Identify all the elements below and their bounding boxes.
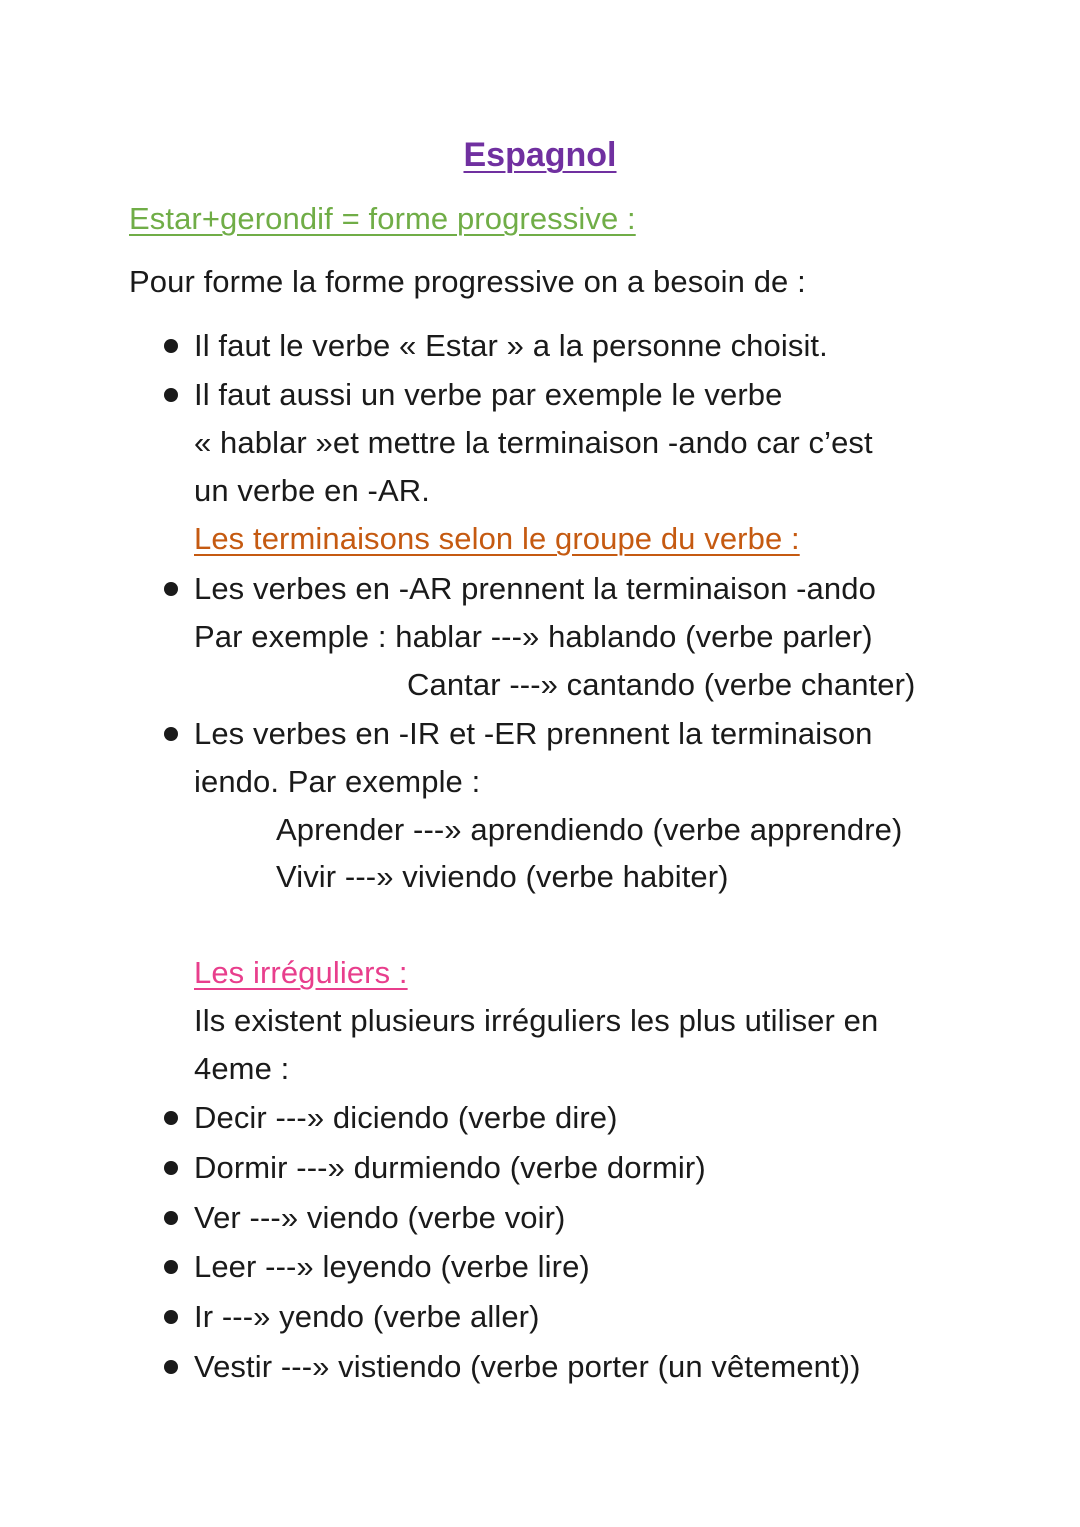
section-heading-forme-progressive: Estar+gerondif = forme progressive : xyxy=(129,201,636,236)
page-title: Espagnol xyxy=(463,136,617,174)
list-item: Dormir ---» durmiendo (verbe dormir) xyxy=(194,1150,706,1185)
bullet-icon xyxy=(164,1111,178,1125)
bullet-icon xyxy=(164,388,178,402)
section-intro-continuation: 4eme : xyxy=(194,1051,290,1086)
bullet-icon xyxy=(164,1360,178,1374)
list-item: Leer ---» leyendo (verbe lire) xyxy=(194,1249,590,1284)
list-item: Il faut le verbe « Estar » a la personne choisit. xyxy=(194,328,828,363)
list-item: Les verbes en -AR prennent la terminaison -ando xyxy=(194,571,876,606)
section-intro: Pour forme la forme progressive on a besoin de : xyxy=(129,264,806,299)
list-item: Decir ---» diciendo (verbe dire) xyxy=(194,1100,618,1135)
section-heading-terminaisons: Les terminaisons selon le groupe du verbe : xyxy=(194,521,800,556)
list-item-continuation: « hablar »et mettre la terminaison -ando car c’est xyxy=(194,425,873,460)
list-item-continuation: Par exemple : hablar ---» hablando (verbe parler) xyxy=(194,619,873,654)
bullet-icon xyxy=(164,1161,178,1175)
bullet-icon xyxy=(164,1211,178,1225)
bullet-icon xyxy=(164,727,178,741)
list-item-continuation: iendo. Par exemple : xyxy=(194,764,481,799)
list-item: Ver ---» viendo (verbe voir) xyxy=(194,1200,566,1235)
example-line: Vivir ---» viviendo (verbe habiter) xyxy=(276,859,729,894)
example-line: Aprender ---» aprendiendo (verbe apprendre) xyxy=(276,812,903,847)
section-heading-irreguliers: Les irréguliers : xyxy=(194,955,408,990)
list-item: Les verbes en -IR et -ER prennent la terminaison xyxy=(194,716,873,751)
list-item-continuation: un verbe en -AR. xyxy=(194,473,430,508)
list-item: Il faut aussi un verbe par exemple le verbe xyxy=(194,377,783,412)
bullet-icon xyxy=(164,1260,178,1274)
bullet-icon xyxy=(164,339,178,353)
bullet-icon xyxy=(164,582,178,596)
list-item: Ir ---» yendo (verbe aller) xyxy=(194,1299,540,1334)
list-item: Vestir ---» vistiendo (verbe porter (un vêtement)) xyxy=(194,1349,861,1384)
bullet-icon xyxy=(164,1310,178,1324)
example-line: Cantar ---» cantando (verbe chanter) xyxy=(407,667,916,702)
section-intro: Ils existent plusieurs irréguliers les plus utiliser en xyxy=(194,1003,879,1038)
